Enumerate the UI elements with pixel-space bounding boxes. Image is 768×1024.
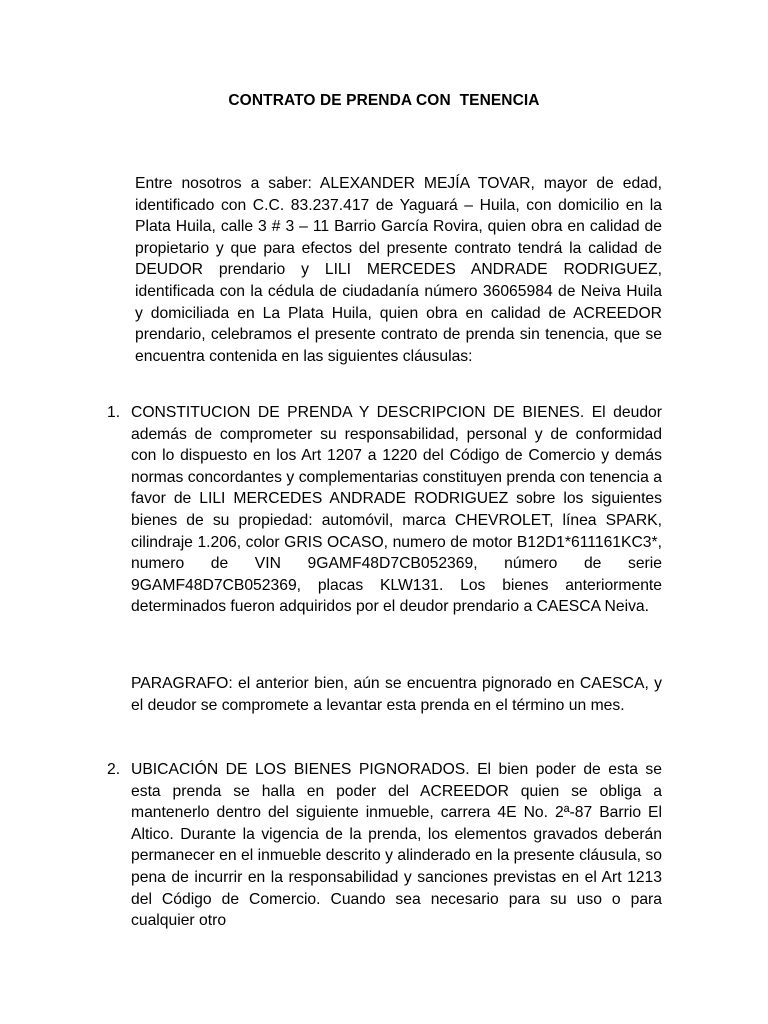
clause-text: CONSTITUCION DE PRENDA Y DESCRIPCION DE BIENES. El deudor además de comprometer su responsabilidad, personal y de conformidad con lo dispuesto en los Art 1207 a 1220 del Código de Comercio y demás normas concordantes y complementarias constituyen prenda con tenencia a favor de LILI MERCEDES ANDRADE RODRIGUEZ sobre los siguientes bienes de su propiedad: automóvil, marca CHEVROLET, línea SPARK, cilindraje 1.206, color GRIS OCASO, numero de motor B12D1*611161KC3*, numero de VIN 9GAMF48D7CB052369, número de serie 9GAMF48D7CB052369, placas KLW131. Los bienes anteriormente determinados fueron adquiridos por el deudor prendario a CAESCA Neiva.: [131, 404, 662, 616]
clause-number: 1.: [107, 404, 121, 421]
clause-paragraph-note: PARAGRAFO: el anterior bien, aún se encuentra pignorado en CAESCA, y el deudor se compromete a levantar esta prenda en el término un mes.: [131, 675, 662, 714]
clause-text: UBICACIÓN DE LOS BIENES PIGNORADOS. El bien poder de esta se esta prenda se halla en poder del ACREEDOR quien se obliga a mantenerlo dentro del siguiente inmueble, carrera 4E No. 2ª-87 Barrio El Altico. Durante la vigencia de la prenda, los elementos gravados deberán permanecer en el inmueble descrito y alinderado en la presente cláusula, so pena de incurrir en la responsabilidad y sanciones previstas en el Art 1213 del Código de Comercio. Cuando sea necesario para su uso o para cualquier otro: [131, 761, 662, 930]
document-title: CONTRATO DE PRENDA CON TENENCIA: [228, 92, 540, 109]
intro-paragraph: Entre nosotros a saber: ALEXANDER MEJÍA TOVAR, mayor de edad, identificado con C.C. 83.237.417 de Yaguará – Huila, con domicilio en la Plata Huila, calle 3 # 3 – 11 Barrio García Rovira, quien obra en calidad de propietario y que para efectos del presente contrato tendrá la calidad de DEUDOR prendario y LILI MERCEDES ANDRADE RODRIGUEZ, identificada con la cédula de ciudadanía número 36065984 de Neiva Huila y domiciliada en La Plata Huila, quien obra en calidad de ACREEDOR prendario, celebramos el presente contrato de prenda sin tenencia, que se encuentra contenida en las siguientes cláusulas:: [135, 175, 662, 365]
clause-number: 2.: [107, 761, 121, 778]
